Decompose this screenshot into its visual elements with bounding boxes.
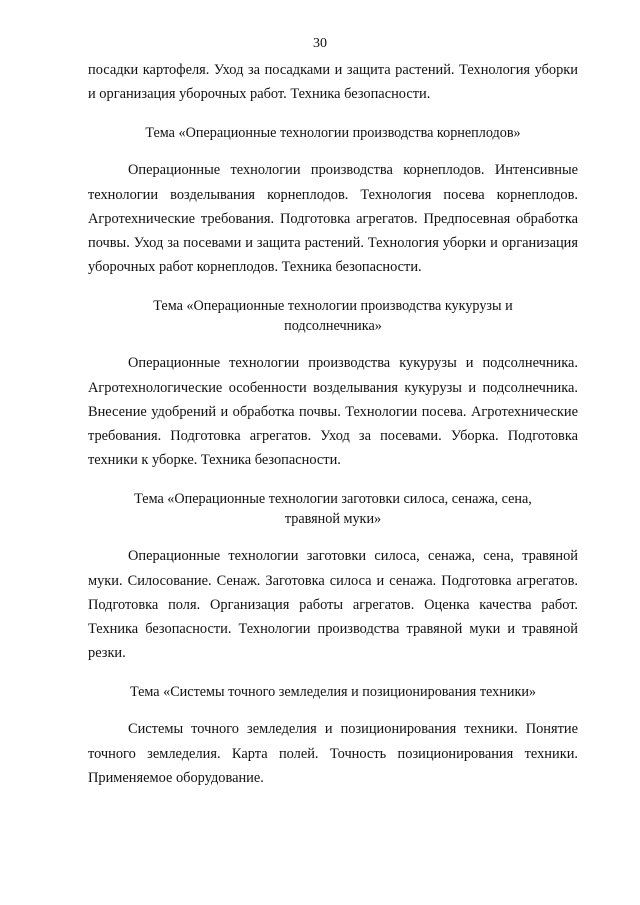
document-body (88, 58, 578, 790)
section-heading-corn-sunflower: Тема «Операционные технологии производства кукурузы и подсолнечника» (153, 298, 513, 335)
section-body-silage-haylage: Операционные технологии заготовки силоса, сенажа, сена, травяной муки. Силосование. Сенаж. Заготовка силоса и сенажа. Подготовка агрегатов. Подготовка поля. Организация работы агрегатов. Оценка качества работ. Техника безопасности. Технологии производства травяной муки и травяной резки. (88, 548, 578, 662)
section-body-corn-sunflower: Операционные технологии производства кукурузы и подсолнечника. Агротехнологические особенности возделывания кукурузы и подсолнечника. Внесение удобрений и обработка почвы. Технологии посева. Агротехнические требования. Подготовка агрегатов. Уход за посевами. Уборка. Подготовка техники к уборке. Техника безопасности. (88, 355, 578, 469)
intro-paragraph: посадки картофеля. Уход за посадками и защита растений. Технология уборки и организация уборочных работ. Техника безопасности. (88, 62, 578, 103)
section-heading-precision-farming: Тема «Системы точного земледелия и позиционирования техники» (129, 684, 537, 701)
section-body-root-crops: Операционные технологии производства корнеплодов. Интенсивные технологии возделывания корнеплодов. Технология посева корнеплодов. Агротехнические требования. Подготовка агрегатов. Предпосевная обработка почвы. Уход за посевами и защита растений. Технология уборки и организация уборочных работ корнеплодов. Техника безопасности. (88, 162, 578, 276)
section-heading-root-crops: Тема «Операционные технологии производства корнеплодов» (145, 125, 521, 142)
page-number: 30 (313, 36, 327, 51)
section-heading-silage-haylage: Тема «Операционные технологии заготовки силоса, сенажа, сена, травяной муки» (134, 491, 532, 528)
section-body-precision-farming: Системы точного земледелия и позиционирования техники. Понятие точного земледелия. Карта полей. Точность позиционирования техники. Применяемое оборудование. (88, 721, 578, 786)
